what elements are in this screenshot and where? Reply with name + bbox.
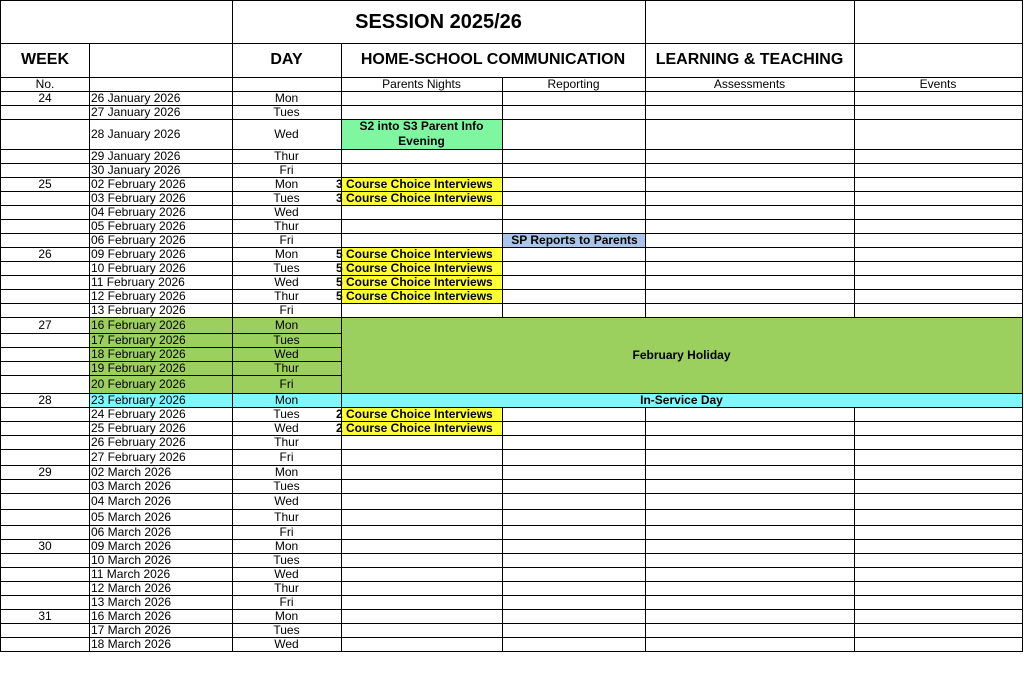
day-cell: Thur (274, 219, 299, 233)
day-cell: Wed (274, 637, 299, 651)
week-number (1, 205, 89, 219)
week-number (1, 219, 89, 233)
week-number (1, 623, 89, 637)
date-cell: 29 January 2026 (91, 149, 181, 163)
day-cell: Wed (274, 347, 299, 361)
day-cell: Thur (274, 149, 299, 163)
week-number (1, 149, 89, 163)
session-title: SESSION 2025/26 (355, 11, 522, 33)
day-cell: Fri (279, 595, 294, 609)
event-label: 3 Course Choice Interviews (336, 191, 493, 205)
week-number (1, 407, 89, 421)
day-cell: Tues (273, 407, 300, 421)
day-cell: Mon (274, 318, 299, 332)
day-cell: Fri (279, 163, 294, 177)
event-label: S2 into S3 Parent Info Evening (359, 119, 484, 148)
week-number (1, 375, 89, 393)
date-cell: 10 February 2026 (91, 261, 186, 275)
day-cell: Thur (274, 435, 299, 449)
week-number: 31 (38, 609, 52, 623)
day-cell: Fri (279, 377, 294, 391)
week-number (1, 303, 89, 317)
week-number (1, 567, 89, 581)
date-cell: 27 January 2026 (91, 105, 181, 119)
week-number: 27 (38, 318, 52, 332)
grid-col-line (854, 407, 855, 651)
day-cell: Fri (279, 450, 294, 464)
week-number (1, 637, 89, 651)
date-cell: 12 February 2026 (91, 289, 186, 303)
day-cell: Wed (274, 275, 299, 289)
day-cell: Tues (273, 191, 300, 205)
date-cell: 12 March 2026 (91, 581, 172, 595)
week-number (1, 233, 89, 247)
date-cell: 10 March 2026 (91, 553, 172, 567)
date-cell: 04 March 2026 (91, 494, 172, 508)
day-cell: Tues (273, 623, 300, 637)
date-cell: 09 March 2026 (91, 539, 172, 553)
date-cell: 17 February 2026 (91, 333, 186, 347)
day-cell: Fri (279, 525, 294, 539)
date-cell: 27 February 2026 (91, 450, 186, 464)
day-cell: Tues (273, 105, 300, 119)
day-cell: Mon (274, 539, 299, 553)
week-number: 26 (38, 247, 52, 261)
date-cell: 03 March 2026 (91, 479, 172, 493)
day-cell: Tues (273, 553, 300, 567)
day-cell: Thur (274, 289, 299, 303)
day-cell: Thur (274, 510, 299, 524)
week-number (1, 479, 89, 493)
week-number: 29 (38, 465, 52, 479)
date-cell: 02 March 2026 (91, 465, 172, 479)
day-cell: Mon (274, 609, 299, 623)
week-number (1, 525, 89, 539)
date-cell: 03 February 2026 (91, 191, 186, 205)
day-cell: Tues (273, 261, 300, 275)
date-cell: 25 February 2026 (91, 421, 186, 435)
date-cell: 24 February 2026 (91, 407, 186, 421)
day-cell: Wed (274, 567, 299, 581)
week-number (1, 261, 89, 275)
day-cell: Wed (274, 205, 299, 219)
day-cell: Tues (273, 333, 300, 347)
day-cell: Wed (274, 421, 299, 435)
week-number (1, 333, 89, 347)
week-number: 28 (38, 393, 52, 407)
grid-col-line (854, 0, 855, 317)
date-cell: 06 March 2026 (91, 525, 172, 539)
date-cell: 18 February 2026 (91, 347, 186, 361)
week-number (1, 421, 89, 435)
day-cell: Thur (274, 361, 299, 375)
date-cell: 13 March 2026 (91, 595, 172, 609)
grid-col-line (645, 407, 646, 651)
date-cell: 23 February 2026 (91, 393, 186, 407)
week-number (1, 347, 89, 361)
date-cell: 16 February 2026 (91, 318, 186, 332)
day-cell: Tues (273, 479, 300, 493)
day-cell: Fri (279, 233, 294, 247)
date-cell: 20 February 2026 (91, 377, 186, 391)
week-number (1, 595, 89, 609)
event-label: 2 Course Choice Interviews (336, 407, 493, 421)
header-no: No. (35, 77, 55, 91)
date-cell: 18 March 2026 (91, 637, 172, 651)
date-cell: 13 February 2026 (91, 303, 186, 317)
day-cell: Wed (274, 494, 299, 508)
day-cell: Fri (279, 303, 294, 317)
grid-row-line (0, 651, 1023, 652)
holiday-label: February Holiday (632, 348, 731, 362)
date-cell: 11 February 2026 (91, 275, 185, 289)
date-cell: 11 March 2026 (91, 567, 171, 581)
week-number (1, 435, 89, 449)
day-cell: Mon (274, 465, 299, 479)
date-cell: 09 February 2026 (91, 247, 186, 261)
week-number (1, 581, 89, 595)
event-label: 2 Course Choice Interviews (336, 421, 493, 435)
week-number (1, 509, 89, 525)
header-reporting: Reporting (547, 77, 600, 91)
week-number (1, 449, 89, 465)
header-parents-nights: Parents Nights (382, 77, 461, 91)
week-number (1, 361, 89, 375)
week-number (1, 493, 89, 509)
week-number: 30 (38, 539, 52, 553)
week-number (1, 191, 89, 205)
date-cell: 06 February 2026 (91, 233, 186, 247)
day-cell: Mon (274, 91, 299, 105)
week-number (1, 119, 89, 149)
week-number (1, 163, 89, 177)
day-cell: Thur (274, 581, 299, 595)
week-number (1, 553, 89, 567)
inservice-label: In-Service Day (640, 393, 723, 407)
grid-col-line (502, 407, 503, 651)
week-number: 24 (38, 91, 52, 105)
week-number (1, 275, 89, 289)
day-cell: Mon (274, 393, 299, 407)
event-label: 5 Course Choice Interviews (336, 275, 493, 289)
event-label: 5 Course Choice Interviews (336, 261, 493, 275)
header-events: Events (919, 77, 957, 91)
date-cell: 02 February 2026 (91, 177, 186, 191)
header-home-school: HOME-SCHOOL COMMUNICATION (360, 51, 626, 68)
date-cell: 26 February 2026 (91, 435, 186, 449)
date-cell: 28 January 2026 (91, 127, 181, 141)
header-assessments: Assessments (713, 77, 786, 91)
date-cell: 05 March 2026 (91, 510, 172, 524)
event-label: 5 Course Choice Interviews (336, 247, 493, 261)
date-cell: 30 January 2026 (91, 163, 181, 177)
date-cell: 19 February 2026 (91, 361, 186, 375)
grid-col-line (1022, 0, 1023, 651)
date-cell: 26 January 2026 (91, 91, 181, 105)
week-number (1, 105, 89, 119)
week-number: 25 (38, 177, 52, 191)
date-cell: 17 March 2026 (91, 623, 172, 637)
event-label: SP Reports to Parents (511, 233, 638, 247)
event-label: 5 Course Choice Interviews (336, 289, 493, 303)
header-week: WEEK (21, 51, 69, 68)
date-cell: 05 February 2026 (91, 219, 186, 233)
week-number (1, 289, 89, 303)
day-cell: Wed (274, 127, 299, 141)
header-learning-teaching: LEARNING & TEACHING (655, 51, 844, 68)
header-day: DAY (270, 51, 303, 68)
date-cell: 04 February 2026 (91, 205, 186, 219)
day-cell: Mon (274, 177, 299, 191)
date-cell: 16 March 2026 (91, 609, 172, 623)
day-cell: Mon (274, 247, 299, 261)
event-label: 3 Course Choice Interviews (336, 177, 493, 191)
